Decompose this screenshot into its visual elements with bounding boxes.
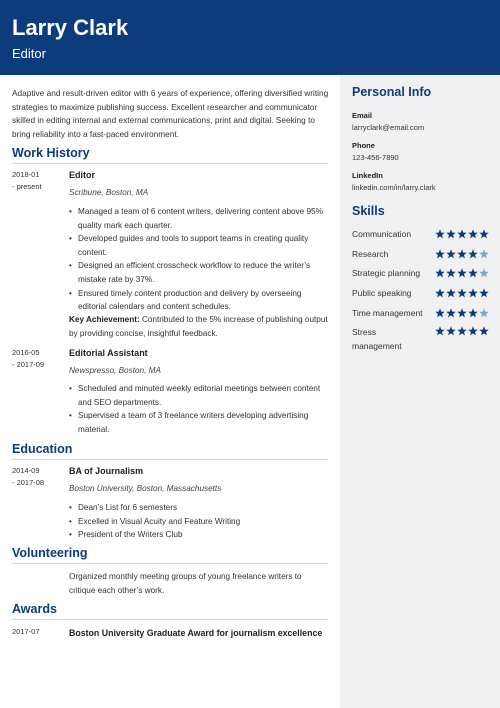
skill-name: Public speaking	[352, 288, 412, 298]
star-filled-icon	[446, 268, 456, 277]
star-filled-icon	[435, 288, 445, 297]
star-filled-icon	[468, 288, 478, 297]
skill-rating	[435, 308, 490, 318]
job-bullets	[69, 382, 329, 436]
list-item: • Managed a team of 6 content writers, delivering content above 95% quality mark each quarter.	[69, 205, 329, 232]
star-rating-icons	[435, 288, 490, 298]
job-organization: Scribune, Boston, MA	[69, 188, 149, 197]
star-filled-icon	[457, 268, 467, 277]
job-date-start: 2016-05	[12, 348, 40, 357]
star-filled-icon	[457, 229, 467, 238]
sidebar-title-skills: Skills	[352, 204, 385, 218]
skill-name: Stress management	[352, 327, 402, 351]
sidebar	[340, 75, 500, 708]
list-item: • Supervised a team of 3 freelance writers developing advertising material.	[69, 409, 329, 436]
skill-rating	[435, 249, 490, 259]
list-item: • President of the Writers Club	[69, 528, 329, 542]
phone-label: Phone	[352, 141, 375, 150]
job-role: Editorial Assistant	[69, 348, 148, 358]
job-date-end: - present	[12, 182, 42, 191]
star-filled-icon	[457, 249, 467, 258]
linkedin-label: LinkedIn	[352, 171, 383, 180]
skill-rating	[435, 288, 490, 298]
list-item: • Ensured timely content production and delivery by overseeing editorial calendars and content schedules.	[69, 287, 329, 314]
star-filled-icon	[446, 249, 456, 258]
star-filled-icon	[446, 308, 456, 317]
star-rating-icons	[435, 229, 490, 239]
resume-header	[0, 0, 500, 75]
list-item: • Scheduled and minuted weekly editorial meetings between content and SEO departments.	[69, 382, 329, 409]
education-date	[12, 465, 62, 489]
job-bullets	[69, 205, 329, 314]
star-filled-icon	[468, 308, 478, 317]
email-value: larryclark@email.com	[352, 123, 425, 132]
section-title-education: Education	[12, 442, 73, 456]
list-item: • Dean’s List for 6 semesters	[69, 501, 329, 515]
education-date-start: 2014-09	[12, 466, 40, 475]
job-date	[12, 169, 62, 193]
profile-summary: Adaptive and result-driven editor with 6 years of experience, offering diversified writing strategies to maximize publishing success. Excellent researcher and communicator skilled in editing internal and external communications, print and digital. Seeking to bring reliability into a fast-paced environment.	[12, 88, 329, 139]
skill-name: Strategic planning	[352, 268, 421, 278]
star-empty-icon	[479, 249, 489, 258]
skill-name: Communication	[352, 229, 412, 239]
candidate-title: Editor	[12, 46, 46, 61]
key-achievement	[69, 313, 329, 340]
star-filled-icon	[446, 229, 456, 238]
award-date: 2017-07	[12, 627, 40, 636]
skill-name: Research	[352, 249, 389, 259]
education-school: Boston University, Boston, Massachusetts	[69, 484, 222, 493]
linkedin-value: linkedin.com/in/larry.clark	[352, 183, 436, 192]
section-divider	[12, 163, 328, 164]
section-title-awards: Awards	[12, 602, 57, 616]
list-item: • Developed guides and tools to support teams in creating quality content.	[69, 232, 329, 259]
volunteering-text: Organized monthly meeting groups of young freelance writers to critique each other’s work.	[69, 572, 302, 595]
skill-rating	[435, 268, 490, 278]
sidebar-title-personal-info: Personal Info	[352, 85, 432, 99]
skill-rating	[435, 326, 490, 336]
star-filled-icon	[468, 268, 478, 277]
star-filled-icon	[446, 288, 456, 297]
star-filled-icon	[457, 288, 467, 297]
section-title-volunteering: Volunteering	[12, 546, 88, 560]
section-divider	[12, 563, 328, 564]
star-filled-icon	[457, 308, 467, 317]
list-item: • Designed an efficient crosscheck workflow to reduce the writer’s mistake rate by 37%.	[69, 259, 329, 286]
job-date	[12, 347, 62, 371]
section-divider	[12, 619, 328, 620]
star-rating-icons	[435, 308, 490, 318]
skill-rating	[435, 229, 490, 239]
skill-name: Time management	[352, 308, 423, 318]
star-rating-icons	[435, 268, 490, 278]
email-label: Email	[352, 111, 373, 120]
star-filled-icon	[435, 249, 445, 258]
education-degree: BA of Journalism	[69, 466, 144, 476]
star-filled-icon	[479, 288, 489, 297]
star-filled-icon	[435, 229, 445, 238]
star-empty-icon	[479, 308, 489, 317]
star-filled-icon	[468, 249, 478, 258]
education-date-end: - 2017-08	[12, 478, 45, 487]
list-item: • Excelled in Visual Acuity and Feature Writing	[69, 515, 329, 529]
education-bullets	[69, 501, 329, 542]
job-organization: Newspresso, Boston, MA	[69, 366, 161, 375]
star-filled-icon	[468, 229, 478, 238]
star-filled-icon	[479, 326, 489, 335]
star-filled-icon	[435, 326, 445, 335]
key-achievement-label: Key Achievement:	[69, 315, 140, 324]
section-divider	[12, 459, 328, 460]
star-rating-icons	[435, 326, 490, 336]
job-date-start: 2018-01	[12, 170, 40, 179]
job-date-end: - 2017-09	[12, 360, 45, 369]
phone-value: 123-456-7890	[352, 153, 399, 162]
star-empty-icon	[479, 268, 489, 277]
star-filled-icon	[435, 268, 445, 277]
star-filled-icon	[468, 326, 478, 335]
star-filled-icon	[446, 326, 456, 335]
candidate-name: Larry Clark	[12, 15, 129, 40]
star-filled-icon	[457, 326, 467, 335]
job-role: Editor	[69, 170, 95, 180]
award-title: Boston University Graduate Award for journalism excellence	[69, 628, 323, 638]
key-achievement-text: Contributed to the 5% increase of publishing output by providing concise, insightful feedback.	[69, 315, 328, 338]
star-rating-icons	[435, 249, 490, 259]
star-filled-icon	[435, 308, 445, 317]
section-title-work-history: Work History	[12, 146, 90, 160]
star-filled-icon	[479, 229, 489, 238]
